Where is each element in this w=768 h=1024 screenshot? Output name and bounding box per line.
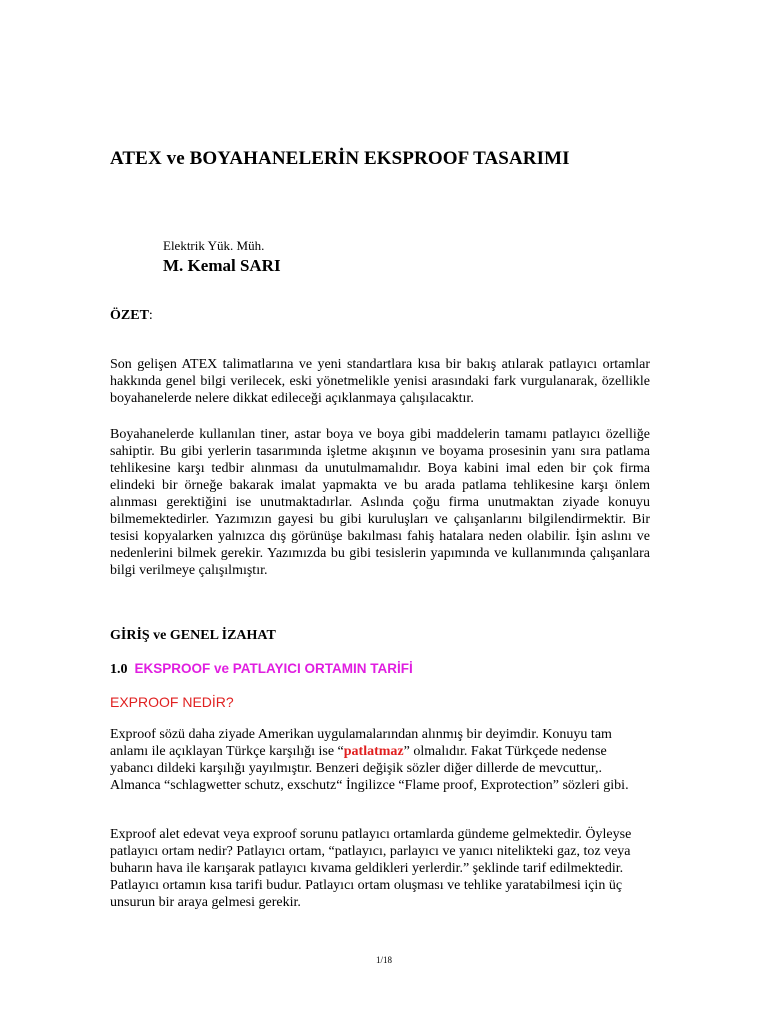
summary-label-text: ÖZET	[110, 308, 149, 323]
author-name: M. Kemal SARI	[163, 256, 281, 275]
exproof-paragraph-part-a: Exproof sözü daha ziyade Amerikan uygulamalarından alınmış bir deyimdir. Konuyu tam anlamı ile açıklayan Türkçe karşılığı ise “	[110, 727, 612, 759]
section-heading	[110, 661, 413, 678]
page-number: 1/18	[375, 955, 392, 965]
summary-paragraph-1: Son gelişen ATEX talimatlarına ve yeni standartlara kısa bir bakış atılarak patlayıcı ortamlar hakkında genel bilgi verilecek, eski yönetmelikle yenisi arasındaki fark vurgulanarak, özellikle boyahanelerde nelere dikkat edileceği açıklanmaya çalışılacaktır.	[110, 357, 650, 406]
explosive-environment-paragraph: Exproof alet edevat veya exproof sorunu patlayıcı ortamlarda gündeme gelmektedir. Öyleyse patlayıcı ortam nedir? Patlayıcı ortam, “patlayıcı, parlayıcı ve yanıcı nitelikteki gaz, toz veya buharın hava ile karışarak patlayıcı kıvama geldikleri yerlerdir.” şeklinde tarif edilmektedir. Patlayıcı ortamın kısa tarifi budur. Patlayıcı ortam oluşması ve tehlike yaratabilmesi için üç unsurun bir araya gelmesi gerekir.	[110, 827, 632, 910]
summary-paragraph-2: Boyahanelerde kullanılan tiner, astar boya ve boya gibi maddelerin tamamı patlayıcı özelliğe sahiptir. Bu gibi yerlerin tasarımında işletme akışının ve boyama prosesinin yanı sıra patlama tehlikesine karşı tedbir alınması da unutulmamalıdır. Boya kabini imal eden bir çok firma elindeki bir örneğe bakarak imalat yapmakta ve bu arada patlama tehlikesine karşı önlem alınması gerektiğini ise unutmaktadırlar. Aslında çoğu firma unutmaktan ziyade konuyu bilmemektedirler. Yazımızın gayesi bu gibi kuruluşları ve çalışanlarını bilgilendirmektir. Bir tesisi kopyalarken yalnızca dış görünüşe bakılması fahiş hatalara neden olabilir. İşin aslını ve nedenlerini bilmek gerekir. Yazımızda bu gibi tesislerin yapımında ve kullanımında çalışanlara bilgi verilmeye çalışılmıştır.	[110, 427, 650, 578]
exproof-question: EXPROOF NEDİR?	[110, 694, 234, 710]
summary-label-colon: :	[148, 308, 153, 323]
highlight-word: patlatmaz	[343, 744, 404, 759]
section-number: 1.0	[110, 662, 128, 677]
intro-heading: GİRİŞ ve GENEL İZAHAT	[110, 628, 276, 643]
exproof-paragraph-part-b: ” olmalıdır. Fakat Türkçede nedense yabancı dildeki karşılığı yayılmıştır. Benzeri değişik sözler diğer dillerde de mevcuttur,. Almanca “schlagwetter schutz, exschutz“ İngilizce “Flame proof, Exprotection” sözleri gibi.	[110, 744, 629, 793]
document-title: ATEX ve BOYAHANELERİN EKSPROOF TASARIMI	[110, 148, 570, 169]
author-role: Elektrik Yük. Müh.	[163, 238, 265, 253]
summary-label	[110, 308, 153, 324]
exproof-paragraph	[110, 726, 640, 794]
section-title: EKSPROOF ve PATLAYICI ORTAMIN TARİFİ	[134, 661, 413, 676]
